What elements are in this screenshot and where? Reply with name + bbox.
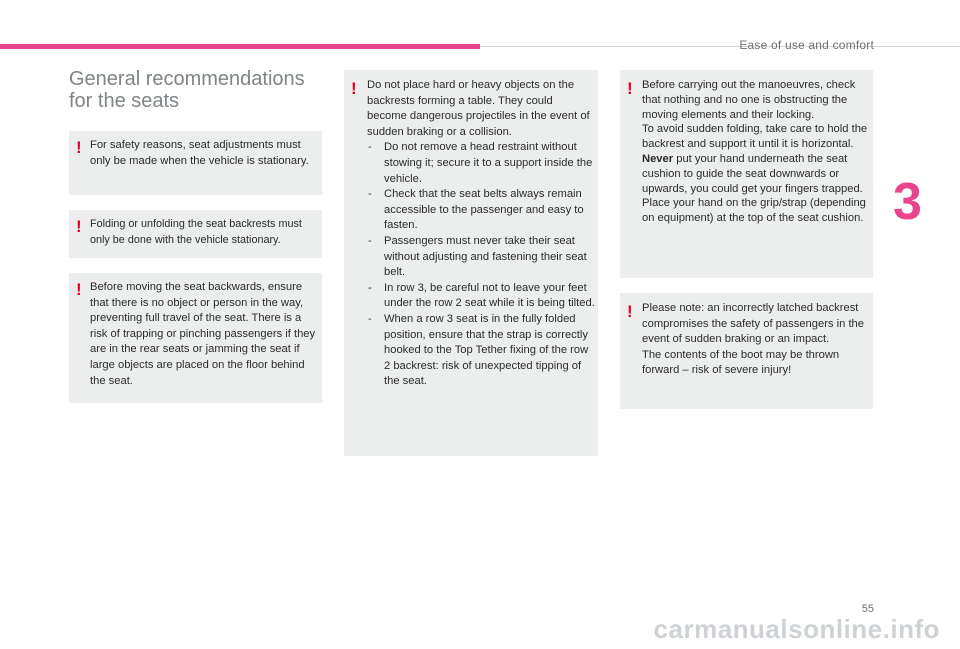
- chapter-number: 3: [893, 173, 922, 231]
- warning-text: Folding or unfolding the seat backrests must only be done with the vehicle stationary.: [90, 218, 302, 246]
- warning-text: [642, 78, 871, 226]
- warning-paragraph: Before carrying out the manoeuvres, check that nothing and no one is obstructing the moving elements and their locking.: [642, 79, 856, 121]
- warning-icon: !: [76, 280, 82, 299]
- warning-text: For safety reasons, seat adjustments must only be made when the vehicle is stationary.: [90, 139, 309, 167]
- warning-box-latched-backrest: [620, 293, 873, 409]
- warning-list: [367, 140, 595, 390]
- watermark: carmanualsonline.info: [653, 614, 940, 644]
- page-title: General recommendations for the seats: [69, 68, 305, 112]
- list-item: - Check that the seat belts always remain accessible to the passenger and easy to fasten.: [367, 187, 595, 234]
- warning-text: [367, 78, 595, 390]
- warning-text: Before moving the seat backwards, ensure that there is no object or person in the way, preventing full travel of the seat. There is a risk of trapping or pinching passengers if they are in the rear seats or jamming the seat if large objects are placed on the floor behind the seat.: [90, 281, 316, 387]
- header-section-title: Ease of use and comfort: [739, 38, 874, 52]
- warning-intro: Do not place hard or heavy objects on the backrests forming a table. They could become dangerous projectiles in the event of sudden braking or a collision.: [367, 79, 590, 138]
- list-item: - Passengers must never take their seat without adjusting and fastening their seat belt.: [367, 234, 595, 281]
- warning-icon: !: [76, 138, 82, 157]
- emphasis-never: Never: [642, 152, 674, 165]
- warning-box-moving-seat: [69, 273, 322, 403]
- warning-paragraph: Please note: an incorrectly latched backrest compromises the safety of passengers in the event of sudden braking or an impact.: [642, 302, 864, 346]
- warning-paragraph: [642, 152, 871, 226]
- warning-box-objects-and-seatbelts: [344, 70, 598, 456]
- warning-text: [642, 301, 871, 379]
- header-rule: [480, 46, 960, 47]
- warning-box-seat-adjustment: [69, 131, 322, 195]
- warning-icon: !: [627, 79, 633, 98]
- header-accent-bar: [0, 44, 480, 49]
- list-item: - In row 3, be careful not to leave your feet under the row 2 seat while it is being tilted.: [367, 281, 595, 312]
- warning-icon: !: [76, 217, 82, 236]
- warning-icon: !: [351, 79, 357, 98]
- page-number: 55: [861, 603, 874, 615]
- warning-box-manoeuvres: [620, 70, 873, 278]
- warning-paragraph-rest: put your hand underneath the seat cushion to guide the seat downwards or upwards, you could get your fingers trapped. Place your hand on the grip/strap (depending on equipment) at the top of the seat cushion.: [642, 152, 866, 225]
- list-item: - When a row 3 seat is in the fully folded position, ensure that the strap is correctly hooked to the Top Tether fixing of the row 2 backrest: risk of unexpected tipping of the seat.: [367, 312, 595, 390]
- warning-paragraph: To avoid sudden folding, take care to hold the backrest and support it until it is horizontal.: [642, 123, 868, 151]
- list-item: - Do not remove a head restraint without stowing it; secure it to a support inside the vehicle.: [367, 140, 595, 187]
- warning-icon: !: [627, 302, 633, 321]
- warning-paragraph: The contents of the boot may be thrown forward – risk of severe injury!: [642, 348, 840, 377]
- warning-box-backrest-folding: [69, 210, 322, 258]
